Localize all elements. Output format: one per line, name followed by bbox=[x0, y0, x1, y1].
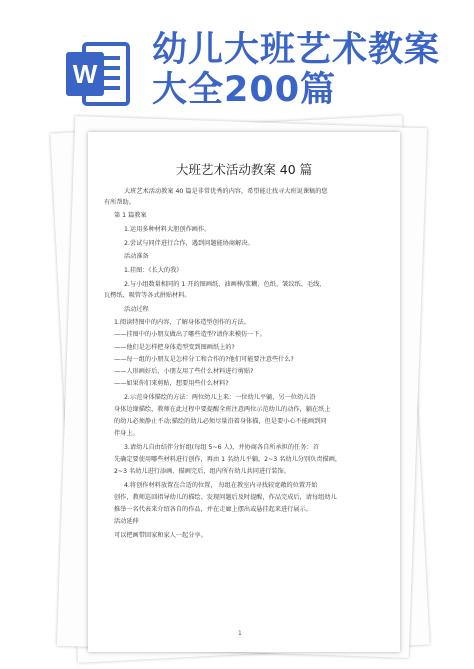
word-icon-letter: W bbox=[72, 59, 98, 89]
document-line: 4.将创作材料放置在合适的位置， 每组在教室内寻找较宽敞的位置开始 bbox=[124, 482, 318, 489]
document-line: 2~3 名幼儿进行添画、描画完后，组内所有幼儿共同进行装饰。 bbox=[114, 468, 290, 475]
document-line: 先确定要使用哪些材料进行创作，再由 1 名幼儿平躺，2~3 名幼儿分别负责描画， bbox=[114, 456, 342, 463]
document-line: 瓦楞纸、吸管等各式拼贴材料。 bbox=[104, 292, 191, 299]
document-line: 活动准备 bbox=[124, 253, 149, 260]
document-line: ——挂图中的小朋友做出了哪些造型?请你来模仿一下。 bbox=[114, 331, 266, 338]
word-document-icon bbox=[62, 38, 134, 110]
document-line: ——每一组的小朋友是怎样分工和合作的?他们可能要注意些什么? bbox=[114, 356, 294, 363]
document-line: 活动延伸 bbox=[114, 518, 139, 525]
document-line: ——如果你们来剪贴，想要用些什么材料? bbox=[114, 380, 229, 387]
document-line: 有所帮助。 bbox=[104, 199, 135, 206]
page-number: 1 bbox=[238, 630, 242, 637]
document-line: 大班艺术活动教案 40 篇是非常优秀的内容，希望能让找寻大班说课稿的您 bbox=[124, 188, 328, 195]
document-line: 身体边缘描绘，教师在此过程中要提醒全班注意两位示范幼儿的动作，躺在纸上 bbox=[114, 406, 331, 413]
document-title: 大班艺术活动教案 40 篇 bbox=[175, 162, 313, 177]
document-line: 2.示范身体描绘的方法：两位幼儿上来：一位幼儿平躺，另一位幼儿沿 bbox=[124, 394, 316, 401]
banner bbox=[0, 0, 474, 120]
document-line: 的幼儿必须静止不动;描绘的幼儿必须尽量沿着身体描，但是要小心不能画到同 bbox=[114, 418, 327, 425]
document-line: 可以把画带回家和家人一起分享。 bbox=[114, 532, 207, 539]
document-line: 活动过程 bbox=[124, 306, 149, 313]
document-page bbox=[88, 132, 400, 652]
document-line: 3.请幼儿自由结伴分好组(每组 5~6 人)，并协商各自所承担的任务：首 bbox=[124, 444, 319, 451]
document-line: 第 1 篇教案 bbox=[114, 212, 147, 219]
document-line: ——人形画好后，小朋友用了些什么材料进行剪贴? bbox=[114, 368, 254, 375]
banner-title: 幼儿大班艺术教案大全200篇 bbox=[152, 30, 441, 110]
document-line: 1.运用多种材料大胆创作画作。 bbox=[124, 226, 211, 233]
document-line: 创作，教师巡回指导幼儿的描绘、发现问题后及时提醒，作品完成后，请每组幼儿 bbox=[114, 494, 337, 501]
document-line: 2.尝试与同伴进行合作，遇到问题能协商解决。 bbox=[124, 240, 254, 247]
document-line: ——他们是怎样把身体造型变到图画纸上的? bbox=[114, 344, 235, 351]
document-line: 伴身上。 bbox=[114, 430, 139, 437]
document-line: 1.阅读特图中的内容，了解身体造型创作的方法。 bbox=[114, 319, 250, 326]
document-line: 1.挂图：《长大的我》 bbox=[124, 267, 183, 274]
document-line: 2.与小组数量相同的 1 开的图画纸、油画棒/浆糊、色纸、皱纹纸、毛线、 bbox=[124, 281, 326, 288]
document-line: 推举一名代表来介绍各自的作品，并在走廊上摆出或悬挂起来进行展示。 bbox=[114, 506, 312, 513]
